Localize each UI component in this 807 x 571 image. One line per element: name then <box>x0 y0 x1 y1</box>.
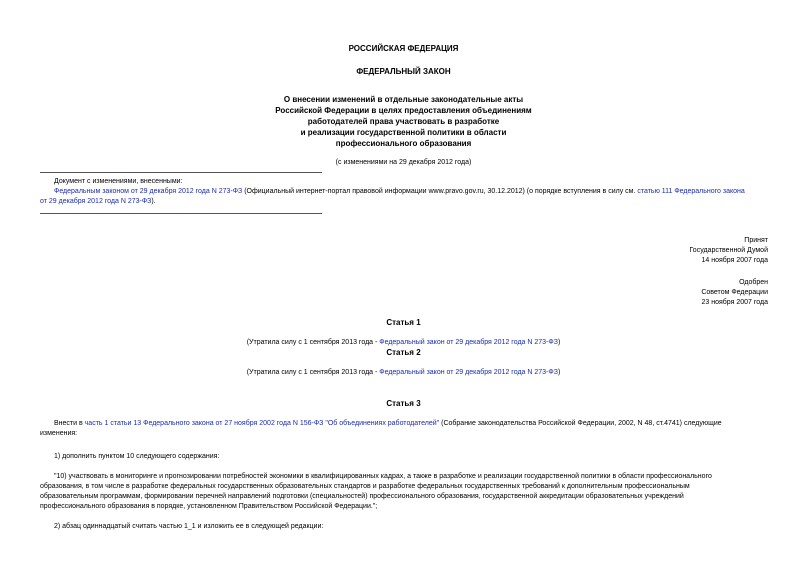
article-1-link[interactable]: Федеральный закон от 29 декабря 2012 года N 273-ФЗ <box>379 339 558 346</box>
article-1-pre: (Утратила силу с 1 сентября 2013 года - <box>246 339 380 346</box>
law-title-line: О внесении изменений в отдельные законодательные акты <box>283 95 524 104</box>
changes-intro: Документ с изменениями, внесенными: <box>54 178 183 185</box>
quote-line: профессионального образования в порядке, установленном Правительством Российской Федерации."; <box>40 503 378 510</box>
council-line: 23 ноября 2007 года <box>701 299 768 306</box>
article-3-p1-line2: изменения: <box>40 430 78 437</box>
article-3-item-2: 2) абзац одиннадцатый считать частью 1_1 и изложить ее в следующей редакции: <box>54 523 324 530</box>
duma-line: Государственной Думой <box>689 247 768 254</box>
article-3-p1-pre: Внести в <box>54 420 85 427</box>
article-3-title: Статья 3 <box>386 399 421 408</box>
law-title-line: Российской Федерации в целях предоставления объединениям <box>275 106 532 115</box>
article-2-link[interactable]: Федеральный закон от 29 декабря 2012 года N 273-ФЗ <box>379 369 558 376</box>
divider-bottom <box>40 213 322 214</box>
article-1-post: ) <box>557 339 561 346</box>
changes-text-end: ). <box>151 198 156 205</box>
article-2-post: ) <box>557 369 561 376</box>
council-approval <box>560 278 768 308</box>
quote-line: образования, в том числе в разработке федеральных государственных образовательных стандартов и разработке федеральных государственных требований к дополнительным профессиональным <box>40 483 690 490</box>
article-2-pre: (Утратила силу с 1 сентября 2013 года - <box>246 369 380 376</box>
divider-top <box>40 172 322 173</box>
law-title <box>0 94 807 149</box>
article-3-p1-post: (Собрание законодательства Российской Федерации, 2002, N 48, ст.4741) следующие <box>439 420 722 427</box>
article-1-note <box>0 338 807 348</box>
article-3-paragraph-1 <box>40 419 768 439</box>
quote-line: "10) участвовать в мониторинге и прогнозировании потребностей экономики в квалифицированных кадрах, а также в разработке и реализации государственной политики в области профессионального <box>54 473 712 480</box>
law-title-line: работодателей права участвовать в разработке <box>307 117 500 126</box>
article-3-quote <box>40 472 768 512</box>
duma-line: Принят <box>744 237 768 244</box>
changes-text: (Официальный интернет-портал правовой информации www.pravo.gov.ru, 30.12.2012) (о порядке вступления в силу см. <box>242 188 638 195</box>
article-111-link-cont[interactable]: от 29 декабря 2012 года N 273-ФЗ <box>40 198 152 205</box>
council-line: Одобрен <box>739 279 768 286</box>
duma-adoption <box>560 236 768 266</box>
amending-law-link[interactable]: Федеральным законом от 29 декабря 2012 года N 273-ФЗ <box>54 188 243 195</box>
law-title-line: профессионального образования <box>335 139 472 148</box>
article-3-item-1: 1) дополнить пунктом 10 следующего содержания: <box>54 453 220 460</box>
quote-line: образовательным программам, формировании перечней направлений подготовки (специальностей) профессионального образования, государственной аккредитации образовательных учреждений <box>40 493 684 500</box>
article-1-title: Статья 1 <box>386 318 421 327</box>
changes-list <box>40 187 768 207</box>
article-3-p1-line <box>40 419 768 429</box>
council-line: Советом Федерации <box>701 289 768 296</box>
doc-type-heading: ФЕДЕРАЛЬНЫЙ ЗАКОН <box>356 67 451 76</box>
edition-note: (с изменениями на 29 декабря 2012 года) <box>335 159 472 166</box>
article-111-link[interactable]: статью 111 Федерального закона <box>637 188 745 195</box>
changes-line <box>40 187 768 197</box>
article-2-title: Статья 2 <box>386 348 421 357</box>
law-title-line: и реализации государственной политики в области <box>300 128 507 137</box>
duma-line: 14 ноября 2007 года <box>701 257 768 264</box>
law-156-link[interactable]: часть 1 статьи 13 Федерального закона от 27 ноября 2002 года N 156-ФЗ "Об объединениях работодателей" <box>84 420 440 427</box>
article-2-note <box>0 368 807 378</box>
country-heading: РОССИЙСКАЯ ФЕДЕРАЦИЯ <box>348 44 459 53</box>
changes-line <box>40 197 768 207</box>
